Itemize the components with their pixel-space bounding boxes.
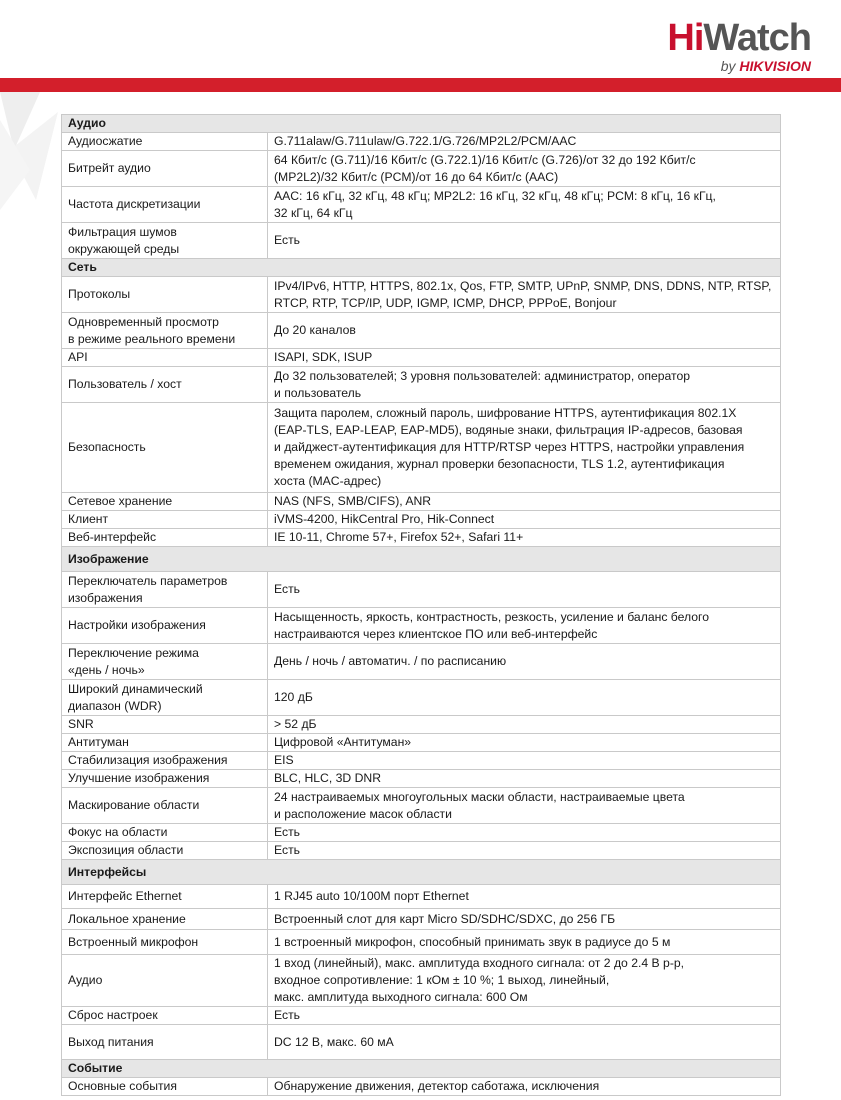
spec-value [268, 1025, 781, 1060]
spec-value-line: EIS [274, 753, 294, 767]
spec-key: Битрейт аудио [62, 151, 268, 187]
spec-value [268, 277, 781, 313]
spec-table-body [62, 115, 781, 1096]
spec-value [268, 752, 781, 770]
spec-value-line: > 52 дБ [274, 717, 317, 731]
spec-value [268, 885, 781, 909]
spec-row [62, 511, 781, 529]
spec-key: Сетевое хранение [62, 493, 268, 511]
spec-key: Настройки изображения [62, 608, 268, 644]
spec-value-line: и расположение масок области [274, 806, 452, 821]
spec-row [62, 1078, 781, 1096]
spec-value [268, 313, 781, 349]
spec-key [62, 680, 268, 716]
spec-value-line: 120 дБ [274, 690, 313, 704]
spec-value [268, 770, 781, 788]
section-header [62, 547, 781, 572]
spec-key [62, 313, 268, 349]
spec-value [268, 511, 781, 529]
spec-value [268, 403, 781, 493]
spec-row [62, 572, 781, 608]
spec-value-line: До 20 каналов [274, 323, 356, 337]
spec-row [62, 716, 781, 734]
spec-key-line: окружающей среды [68, 241, 180, 256]
spec-key: Интерфейс Ethernet [62, 885, 268, 909]
section-header [62, 259, 781, 277]
spec-row [62, 734, 781, 752]
spec-value-line: 1 вход (линейный), макс. амплитуда входного сигнала: от 2 до 2.4 В р-р, [274, 956, 685, 970]
spec-value [268, 1078, 781, 1096]
spec-key: Веб-интерфейс [62, 529, 268, 547]
spec-row [62, 277, 781, 313]
spec-key-line: Фильтрация шумов [68, 224, 177, 239]
spec-value-line: (EAP-TLS, EAP-LEAP, EAP-MD5), водяные знаки, фильтрация IP-адресов, базовая [274, 423, 743, 437]
logo-maker: HIKVISION [739, 58, 811, 74]
spec-value-line: и дайджест-аутентификация для HTTP/RTSP через HTTPS, настройки управления [274, 440, 745, 454]
spec-value-line: Защита паролем, сложный пароль, шифрование HTTPS, аутентификация 802.1X [274, 406, 737, 420]
spec-row [62, 1007, 781, 1025]
spec-row [62, 909, 781, 930]
spec-row [62, 133, 781, 151]
spec-value-line: G.711alaw/G.711ulaw/G.722.1/G.726/MP2L2/PCM/AAC [274, 134, 577, 148]
spec-value [268, 824, 781, 842]
spec-key: SNR [62, 716, 268, 734]
spec-key-line: изображения [68, 590, 143, 605]
spec-key: Аудио [62, 955, 268, 1007]
spec-value-line: BLC, HLC, 3D DNR [274, 771, 382, 785]
spec-value-line: временем ожидания, журнал проверки безопасности, TLS 1.2, аутентификация [274, 457, 725, 471]
header-red-bar [0, 78, 841, 92]
spec-value-line: хоста (MAC-адрес) [274, 474, 382, 488]
spec-row [62, 1025, 781, 1060]
spec-value-line: настраиваются через клиентское ПО или веб-интерфейс [274, 626, 598, 641]
spec-key: Протоколы [62, 277, 268, 313]
spec-value-line: 1 встроенный микрофон, способный принимать звук в радиусе до 5 м [274, 934, 671, 949]
spec-row [62, 770, 781, 788]
spec-key: Частота дискретизации [62, 187, 268, 223]
spec-value-line: и пользователь [274, 385, 362, 400]
section-header [62, 115, 781, 133]
spec-row [62, 403, 781, 493]
section-title: Аудио [62, 115, 781, 133]
spec-key-line: Переключатель параметров [68, 573, 228, 588]
spec-key: Безопасность [62, 403, 268, 493]
spec-value [268, 788, 781, 824]
spec-value [268, 151, 781, 187]
spec-value [268, 187, 781, 223]
spec-value-line: ISAPI, SDK, ISUP [274, 350, 373, 364]
spec-value [268, 955, 781, 1007]
spec-key-line: Одновременный просмотр [68, 314, 219, 329]
spec-row [62, 788, 781, 824]
spec-row [62, 955, 781, 1007]
spec-value [268, 734, 781, 752]
spec-value-line: IE 10-11, Chrome 57+, Firefox 52+, Safari 11+ [274, 530, 524, 544]
spec-value-line: 32 кГц, 64 кГц [274, 205, 353, 220]
spec-key: Маскирование области [62, 788, 268, 824]
spec-value-line: 64 Кбит/с (G.711)/16 Кбит/с (G.722.1)/16 Кбит/с (G.726)/от 32 до 192 Кбит/с [274, 152, 696, 167]
spec-value-line: Обнаружение движения, детектор саботажа, исключения [274, 1079, 600, 1093]
hiwatch-logo [667, 18, 811, 74]
logo-brand-hi: Hi [667, 17, 704, 59]
spec-key: Фокус на области [62, 824, 268, 842]
spec-value-line: 24 настраиваемых многоугольных маски области, настраиваемые цвета [274, 789, 685, 804]
spec-row [62, 752, 781, 770]
spec-value-line: AAC: 16 кГц, 32 кГц, 48 кГц; MP2L2: 16 кГц, 32 кГц, 48 кГц; PCM: 8 кГц, 16 кГц, [274, 188, 716, 203]
spec-key: Аудиосжатие [62, 133, 268, 151]
spec-row [62, 349, 781, 367]
spec-value [268, 133, 781, 151]
spec-value-line: Есть [274, 233, 301, 247]
spec-key: Антитуман [62, 734, 268, 752]
spec-value-line: Встроенный слот для карт Micro SD/SDHC/SDXC, до 256 ГБ [274, 911, 616, 926]
spec-value [268, 909, 781, 930]
spec-value-line: IPv4/IPv6, HTTP, HTTPS, 802.1x, Qos, FTP, SMTP, UPnP, SNMP, DNS, DDNS, NTP, RTSP, [274, 278, 772, 293]
spec-key-line: Широкий динамический [68, 681, 203, 696]
spec-key-line: Переключение режима [68, 645, 199, 660]
spec-value [268, 644, 781, 680]
spec-key-line: «день / ночь» [68, 662, 145, 677]
spec-value [268, 1007, 781, 1025]
spec-key [62, 223, 268, 259]
spec-value [268, 529, 781, 547]
spec-value-line: Есть [274, 825, 301, 839]
spec-value-line: Насыщенность, яркость, контрастность, резкость, усиление и баланс белого [274, 609, 709, 624]
spec-value [268, 680, 781, 716]
section-title: Сеть [62, 259, 781, 277]
spec-value [268, 367, 781, 403]
spec-value-line: iVMS-4200, HikCentral Pro, Hik-Connect [274, 512, 495, 526]
spec-key [62, 572, 268, 608]
logo-brand-watch: Watch [703, 17, 811, 59]
spec-value-line: макс. амплитуда выходного сигнала: 600 Ом [274, 990, 528, 1004]
spec-key: Клиент [62, 511, 268, 529]
section-title: Событие [62, 1060, 781, 1078]
spec-key: API [62, 349, 268, 367]
spec-row [62, 885, 781, 909]
spec-row [62, 313, 781, 349]
spec-key: Пользователь / хост [62, 367, 268, 403]
spec-key: Улучшение изображения [62, 770, 268, 788]
spec-value [268, 608, 781, 644]
spec-row [62, 608, 781, 644]
spec-key: Экспозиция области [62, 842, 268, 860]
spec-row [62, 367, 781, 403]
spec-value [268, 572, 781, 608]
spec-table [61, 114, 781, 1096]
spec-value [268, 716, 781, 734]
section-title: Изображение [62, 547, 781, 572]
spec-value-line: (MP2L2)/32 Кбит/с (PCM)/от 16 до 64 Кбит/с (AAC) [274, 169, 559, 184]
spec-key: Сброс настроек [62, 1007, 268, 1025]
spec-key: Основные события [62, 1078, 268, 1096]
spec-value-line: DC 12 В, макс. 60 мА [274, 1034, 394, 1049]
spec-value-line: 1 RJ45 auto 10/100M порт Ethernet [274, 889, 469, 903]
spec-key [62, 644, 268, 680]
spec-key-line: диапазон (WDR) [68, 698, 162, 713]
spec-row [62, 644, 781, 680]
spec-row [62, 842, 781, 860]
spec-row [62, 529, 781, 547]
spec-value [268, 493, 781, 511]
spec-row [62, 824, 781, 842]
spec-value-line: NAS (NFS, SMB/CIFS), ANR [274, 494, 432, 508]
section-header [62, 860, 781, 885]
section-title: Интерфейсы [62, 860, 781, 885]
logo-byline [667, 58, 811, 74]
spec-row [62, 493, 781, 511]
spec-value-line: Есть [274, 1008, 301, 1022]
spec-key: Локальное хранение [62, 909, 268, 930]
spec-value [268, 930, 781, 955]
spec-key: Встроенный микрофон [62, 930, 268, 955]
spec-row [62, 930, 781, 955]
spec-value-line: Цифровой «Антитуман» [274, 735, 412, 749]
spec-row [62, 187, 781, 223]
spec-row [62, 151, 781, 187]
spec-value [268, 223, 781, 259]
logo-brand [667, 18, 811, 58]
spec-value-line: входное сопротивление: 1 кОм ± 10 %; 1 выход, линейный, [274, 973, 610, 987]
section-header [62, 1060, 781, 1078]
spec-value-line: До 32 пользователей; 3 уровня пользователей: администратор, оператор [274, 368, 691, 383]
spec-value-line: RTCP, RTP, TCP/IP, UDP, IGMP, ICMP, DHCP, PPPoE, Bonjour [274, 295, 617, 310]
spec-value-line: Есть [274, 582, 301, 596]
spec-value-line: Есть [274, 843, 301, 857]
spec-key-line: в режиме реального времени [68, 331, 236, 346]
spec-key: Стабилизация изображения [62, 752, 268, 770]
spec-row [62, 223, 781, 259]
spec-value-line: День / ночь / автоматич. / по расписанию [274, 654, 507, 668]
spec-key: Выход питания [62, 1025, 268, 1060]
logo-by: by [720, 58, 736, 74]
spec-row [62, 680, 781, 716]
spec-value [268, 349, 781, 367]
spec-value [268, 842, 781, 860]
